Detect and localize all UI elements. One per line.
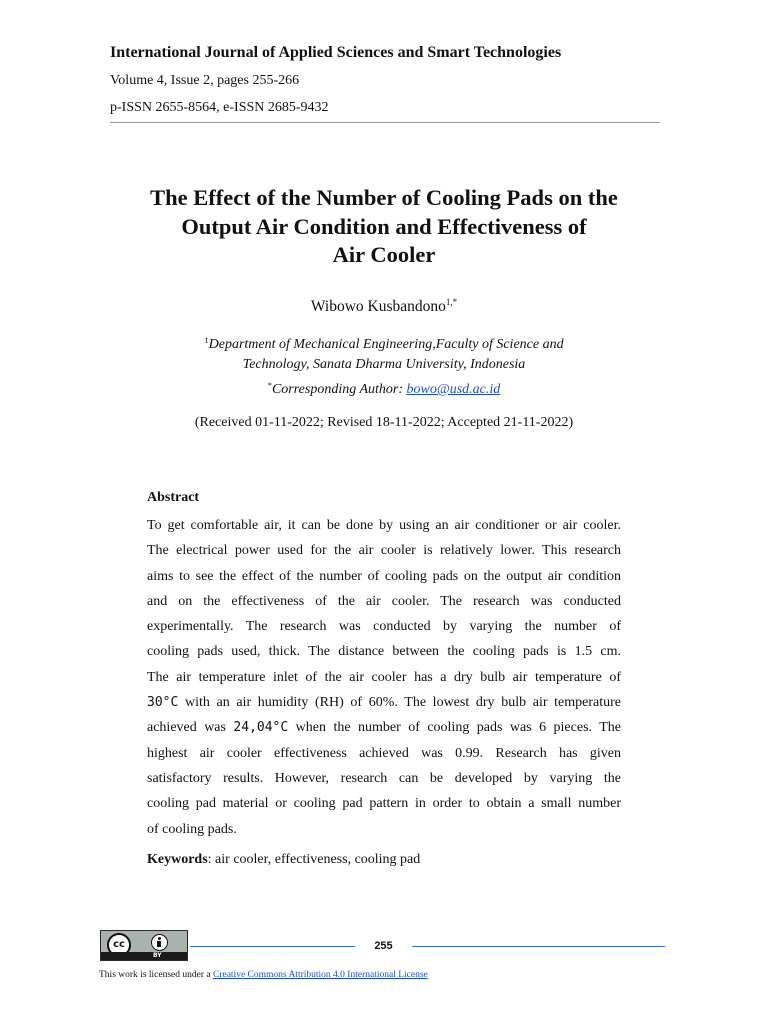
issn-info: p-ISSN 2655-8564, e-ISSN 2685-9432 xyxy=(110,100,329,115)
keywords-value: : air cooler, effectiveness, cooling pad xyxy=(207,852,421,867)
abstract-line: The electrical power used for the air cooler is relatively lower. This research xyxy=(147,543,621,559)
journal-header xyxy=(110,42,660,118)
abstract-line: of cooling pads. xyxy=(147,821,237,837)
abstract-line: aims to see the effect of the number of cooling pads on the output air condition xyxy=(147,568,621,584)
journal-title: International Journal of Applied Sciences and Smart Technologies xyxy=(110,44,562,61)
abstract-line: highest air cooler effectiveness achieved was 0.99. Research has given xyxy=(147,745,621,761)
keywords xyxy=(147,850,420,870)
lowest-temperature: 24,04°C xyxy=(233,720,289,736)
cc-by-license-badge-icon[interactable] xyxy=(100,930,188,961)
affiliation-superscript: 1 xyxy=(204,335,209,345)
license-link[interactable]: Creative Commons Attribution 4.0 International License xyxy=(212,970,428,980)
abstract-line xyxy=(147,715,621,740)
badge-by-label: BY xyxy=(153,952,162,959)
author-line xyxy=(84,292,684,317)
footer-divider-right xyxy=(412,946,665,947)
abstract-line-text: when the number of cooling pads was 6 pieces. The xyxy=(288,720,621,736)
attribution-person-icon xyxy=(151,934,168,951)
volume-info: Volume 4, Issue 2, pages 255-266 xyxy=(110,73,300,88)
abstract-line: The air temperature inlet of the air cooler has a dry bulb air temperature of xyxy=(147,669,621,685)
abstract-line-text: with an air humidity (RH) of 60%. The lowest dry bulb air temperature xyxy=(178,695,621,711)
abstract-line: experimentally. The research was conducted by varying the number of xyxy=(147,619,621,635)
affiliation-text: Department of Mechanical Engineering,Faculty of Science and xyxy=(208,337,564,352)
license-prefix: This work is licensed under a xyxy=(99,970,213,980)
paper-title xyxy=(84,184,684,270)
inlet-temperature: 30°C xyxy=(147,695,179,711)
affiliation-line-2: Technology, Sanata Dharma University, Indonesia xyxy=(242,357,526,372)
submission-dates: (Received 01-11-2022; Revised 18-11-2022; Accepted 21-11-2022) xyxy=(194,415,574,430)
abstract-line: and on the effectiveness of the air cooler. The research was conducted xyxy=(147,593,621,609)
keywords-label: Keywords xyxy=(147,852,208,867)
abstract-line: satisfactory results. However, research can be developed by varying the xyxy=(147,770,621,786)
corresponding-author xyxy=(84,375,684,400)
corresponding-superscript: * xyxy=(267,380,272,390)
license-notice xyxy=(99,969,428,981)
creative-commons-icon: cc xyxy=(107,933,131,957)
abstract-line: cooling pads used, thick. The distance between the cooling pads is 1.5 cm. xyxy=(147,644,621,660)
title-line: The Effect of the Number of Cooling Pads on the xyxy=(150,185,618,210)
badge-band xyxy=(101,952,187,960)
corresponding-label: Corresponding Author: xyxy=(271,382,407,397)
abstract-line: cooling pad material or cooling pad pattern in order to obtain a small number xyxy=(147,796,621,812)
affiliation-line-1 xyxy=(84,330,684,355)
abstract-line-text: achieved was xyxy=(147,720,234,736)
abstract-heading: Abstract xyxy=(147,490,200,505)
author-name: Wibowo Kusbandono xyxy=(310,298,446,315)
abstract-line xyxy=(147,690,621,715)
title-line: Output Air Condition and Effectiveness of xyxy=(181,213,587,239)
page-number: 255 xyxy=(374,940,393,952)
header-divider xyxy=(110,122,660,123)
affiliation xyxy=(84,330,684,400)
abstract-body xyxy=(147,513,621,842)
footer-divider-left xyxy=(190,946,355,947)
corresponding-email-link[interactable]: bowo@usd.ac.id xyxy=(406,382,501,397)
author-superscript: 1,* xyxy=(445,297,458,307)
abstract-line: To get comfortable air, it can be done by using an air conditioner or air cooler. xyxy=(147,518,621,533)
title-line: Air Cooler xyxy=(332,242,436,267)
